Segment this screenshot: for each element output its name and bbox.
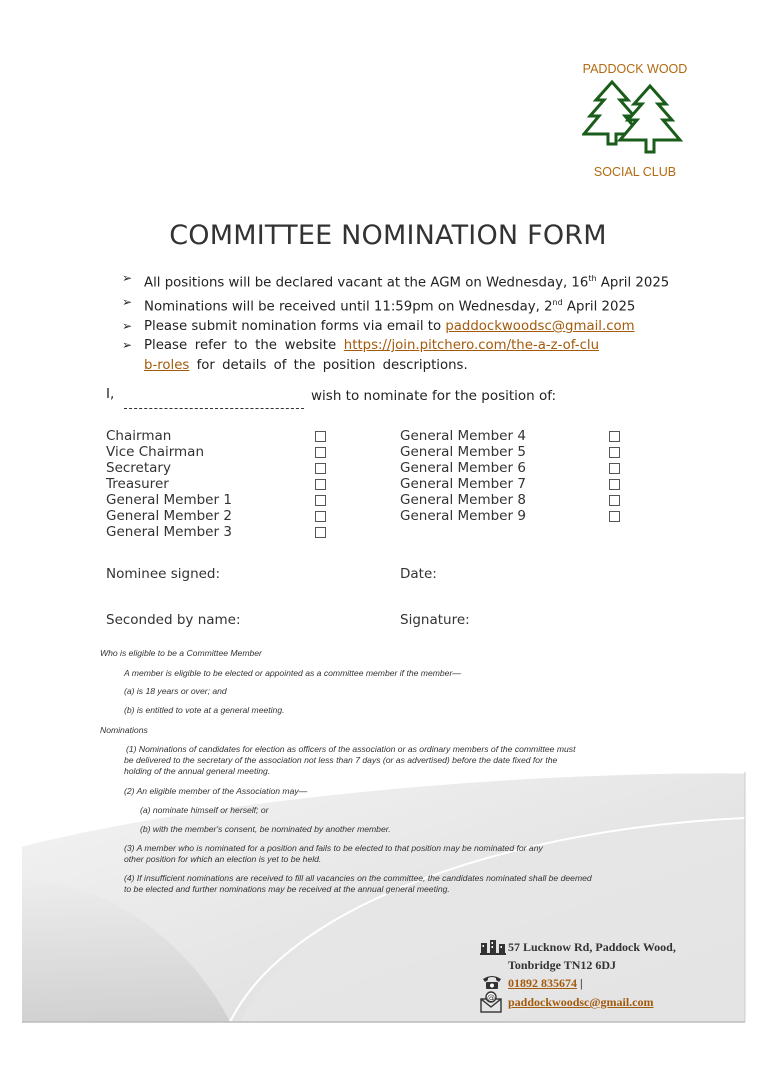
- nomination-rule-2a: (a) nominate himself or herself; or: [140, 805, 269, 815]
- position-label: General Member 7: [400, 476, 526, 492]
- nominee-signed-label: Nominee signed:: [106, 566, 221, 582]
- page-title: COMMITTEE NOMINATION FORM: [169, 220, 607, 251]
- checkbox-general-member-5[interactable]: [609, 447, 620, 458]
- checkbox-general-member-9[interactable]: [609, 511, 620, 522]
- eligible-heading: Who is eligible to be a Committee Member: [100, 648, 262, 658]
- nominate-text: wish to nominate for the position of:: [311, 388, 557, 404]
- logo-top-text: PADDOCK WOOD: [582, 62, 688, 76]
- nominations-heading: Nominations: [100, 725, 148, 735]
- checkbox-general-member-3[interactable]: [315, 527, 326, 538]
- arrow-bullet-icon: ➢: [122, 338, 133, 353]
- checkbox-general-member-8[interactable]: [609, 495, 620, 506]
- arrow-bullet-icon: ➢: [122, 318, 133, 333]
- position-label: General Member 4: [400, 428, 526, 444]
- building-icon: [480, 939, 506, 959]
- bullet-email: ➢ Please submit nomination forms via email to paddockwoodsc@gmail.com: [122, 317, 682, 337]
- checkbox-general-member-7[interactable]: [609, 479, 620, 490]
- date-label: Date:: [400, 566, 437, 582]
- position-label: General Member 5: [400, 444, 526, 460]
- email-envelope-icon: [480, 991, 502, 1017]
- website-link[interactable]: https://join.pitchero.com/the-a-z-of-club-roles: [144, 338, 599, 373]
- nomination-rule-1-line-2: be delivered to the secretary of the association not less than 7 days (or as advertised) before the date fixed for the: [124, 755, 558, 765]
- nomination-rule-4-line-2: to be elected and further nominations may be received at the annual general meeting.: [124, 884, 450, 894]
- nomination-rule-2b: (b) with the member's consent, be nominated by another member.: [140, 824, 391, 834]
- logo-bottom-text: SOCIAL CLUB: [593, 165, 677, 179]
- nomination-rule-3-line-1: (3) A member who is nominated for a position and fails to be elected to that position may be nominated for any: [124, 843, 543, 853]
- bullet-website: ➢ Please refer to the website https://join.pitchero.com/the-a-z-of-club-roles for details of the position descriptions.: [122, 338, 599, 373]
- eligible-b: (b) is entitled to vote at a general meeting.: [124, 705, 285, 715]
- eligible-intro: A member is eligible to be elected or appointed as a committee member if the member—: [124, 668, 461, 678]
- checkbox-chairman[interactable]: [315, 431, 326, 442]
- checkbox-general-member-2[interactable]: [315, 511, 326, 522]
- bullet-agm: ➢ All positions will be declared vacant at the AGM on Wednesday, 16th April 2025: [122, 271, 670, 291]
- address-line-1: 57 Lucknow Rd, Paddock Wood,: [508, 940, 676, 954]
- position-label: General Member 3: [106, 524, 232, 540]
- position-label: Vice Chairman: [106, 444, 205, 460]
- email-link[interactable]: paddockwoodsc@gmail.com: [445, 318, 635, 334]
- logo-trees-icon: [582, 78, 688, 162]
- arrow-bullet-icon: ➢: [122, 294, 133, 309]
- nomination-rule-1-line-3: holding of the annual general meeting.: [124, 766, 271, 776]
- position-label: General Member 9: [400, 508, 526, 524]
- phone-link[interactable]: 01892 835674: [508, 976, 577, 990]
- checkbox-general-member-1[interactable]: [315, 495, 326, 506]
- nominator-label: I,: [106, 386, 115, 402]
- seconded-by-label: Seconded by name:: [106, 612, 241, 628]
- position-label: General Member 8: [400, 492, 526, 508]
- position-label: Chairman: [106, 428, 172, 444]
- position-label: General Member 6: [400, 460, 526, 476]
- checkbox-secretary[interactable]: [315, 463, 326, 474]
- bullet-deadline: ➢ Nominations will be received until 11:59pm on Wednesday, 2nd April 2025: [122, 294, 636, 315]
- position-label: General Member 1: [106, 492, 232, 508]
- checkbox-vice-chairman[interactable]: [315, 447, 326, 458]
- nomination-rule-3-line-2: other position for which an election is yet to be held.: [124, 854, 322, 864]
- positions-left-list: [106, 428, 232, 540]
- nomination-rule-2: (2) An eligible member of the Association may—: [124, 786, 308, 796]
- position-label: Treasurer: [106, 476, 169, 492]
- nominator-name-field[interactable]: [124, 408, 304, 409]
- signature-label: Signature:: [400, 612, 470, 628]
- eligible-a: (a) is 18 years or over; and: [124, 686, 227, 696]
- svg-text:@: @: [487, 993, 495, 1002]
- contact-email-link[interactable]: paddockwoodsc@gmail.com: [508, 995, 654, 1009]
- nomination-rule-1-line-1: (1) Nominations of candidates for election as officers of the association or as ordinary members of the committee must: [126, 744, 576, 754]
- checkbox-treasurer[interactable]: [315, 479, 326, 490]
- phone-line: 01892 835674 |: [508, 976, 583, 990]
- arrow-bullet-icon: ➢: [122, 271, 133, 285]
- info-bullet-list: [122, 269, 682, 375]
- positions-right-list: [400, 428, 526, 524]
- checkbox-general-member-6[interactable]: [609, 463, 620, 474]
- position-label: Secretary: [106, 460, 171, 476]
- position-label: General Member 2: [106, 508, 232, 524]
- checkbox-general-member-4[interactable]: [609, 431, 620, 442]
- nomination-rule-4-line-1: (4) If insufficient nominations are received to fill all vacancies on the committee, the candidates nominated shall be deemed: [124, 873, 592, 883]
- contact-email-line: [508, 995, 654, 1010]
- address-line-2: Tonbridge TN12 6DJ: [508, 958, 617, 972]
